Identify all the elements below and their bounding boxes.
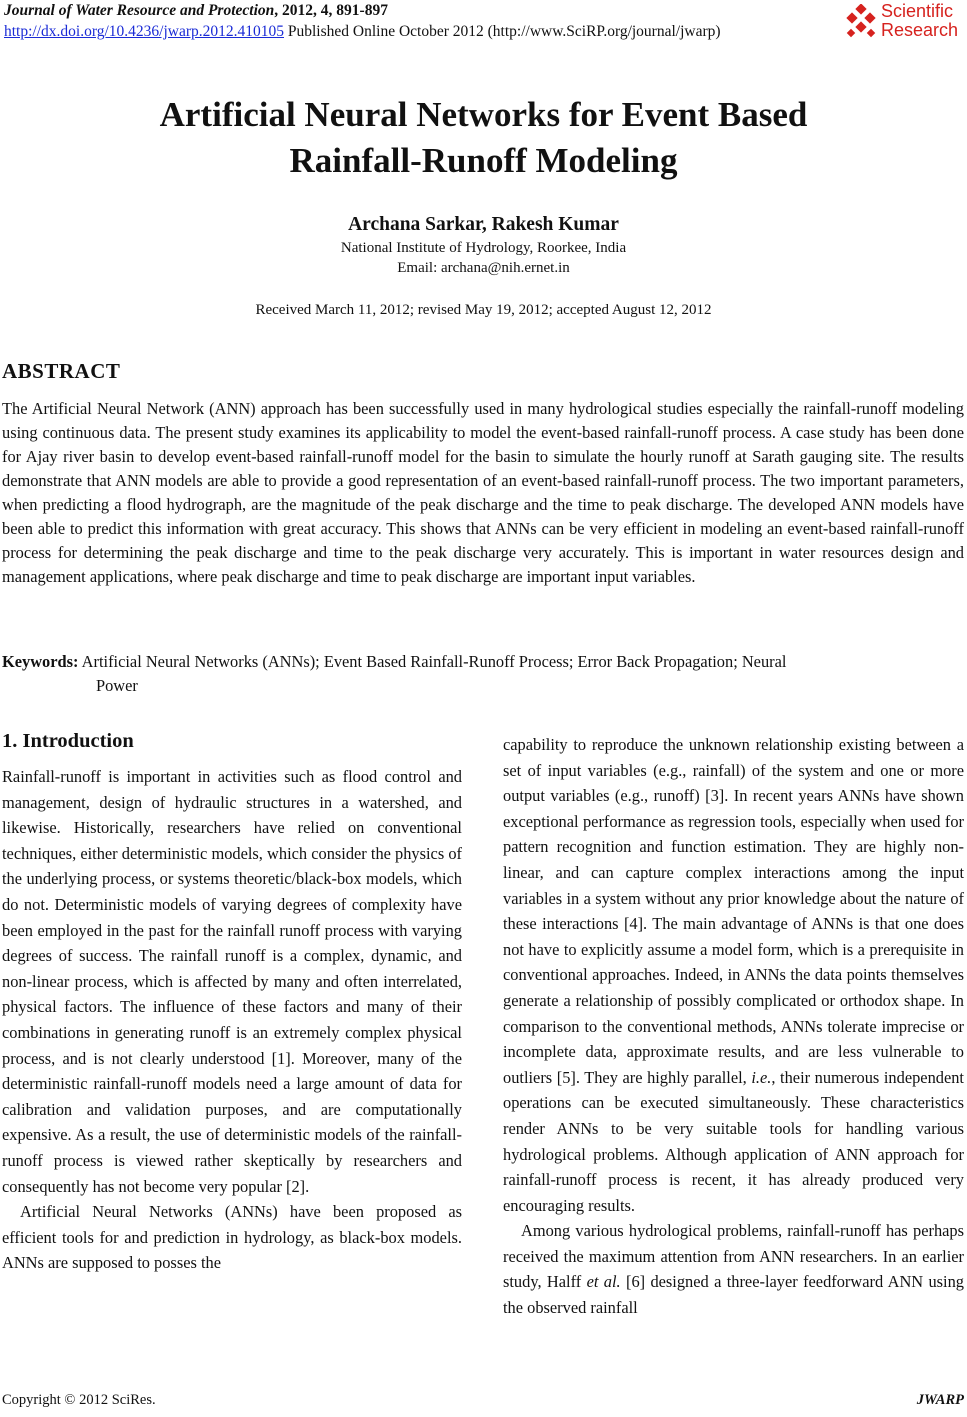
authors: Archana Sarkar, Rakesh Kumar (348, 214, 619, 235)
paragraph (503, 1218, 964, 1320)
title-line-2: Rainfall-Runoff Modeling (289, 141, 678, 180)
italic-et-al: et al. (586, 1272, 621, 1292)
author-email: Email: archana@nih.ernet.in (397, 260, 570, 276)
left-column (2, 764, 462, 1276)
section-heading-introduction: 1. Introduction (2, 730, 134, 752)
scientific-research-logo-icon (843, 4, 879, 40)
keywords-text-continued: Power (96, 676, 138, 695)
published-online-text: Published Online October 2012 (http://www.SciRP.org/journal/jwarp) (284, 23, 721, 40)
affiliation: National Institute of Hydrology, Roorkee, India (340, 240, 627, 256)
right-column (503, 732, 964, 1321)
paragraph: Artificial Neural Networks (ANNs) have been proposed as efficient tools for and prediction in hydrology, as black-box models. ANNs are supposed to posses the (2, 1202, 462, 1273)
journal-citation (4, 2, 388, 20)
logo-wordmark (881, 2, 958, 40)
page-header (4, 2, 963, 46)
paragraph (503, 732, 964, 1218)
abstract-body: The Artificial Neural Network (ANN) approach has been successfully used in many hydrological studies especially the rainfall-runoff modeling using continuous data. The present study examines its applicability to model the event-based rainfall-runoff process. A case study has been done for Ajay river basin to develop event-based rainfall-runoff model for the basin to simulate the hourly runoff at Sarath gauging site. The results demonstrate that ANN models are able to provide a good representation of an event-based rainfall-runoff process. The two important parameters, when predicting a flood hydrograph, are the magnitude of the peak discharge and the time to peak discharge. The developed ANN models have been able to predict this information with great accuracy. This shows that ANNs can be very efficient in modeling an event-based rainfall-runoff process for determining the peak discharge and time to the peak discharge very accurately. This is important in water resources design and management applications, where peak discharge and time to peak discharge are important input variables. (2, 399, 964, 586)
journal-name: Journal of Water Resource and Protection (4, 2, 275, 19)
text-run: , their numerous independent operations can be executed simultaneously. These characteristics render ANNs to be very suitable tools for handling various hydrological problems. Although application of ANN approach for rainfall-runoff process is recent, it has already produced very encouraging results. (503, 1067, 964, 1215)
abstract-heading: ABSTRACT (2, 359, 121, 383)
text-run: Among various hydrological problems, rainfall-runoff has perhaps received the maximum attention from ANN researchers. In an earlier study, Halff (503, 1221, 964, 1292)
publication-line (4, 23, 721, 41)
journal-volume-info: , 2012, 4, 891-897 (274, 2, 388, 19)
paragraph: Rainfall-runoff is important in activities such as flood control and management, design of hydraulic structures in a watershed, and likewise. Historically, researchers have relied on conventional techniques, either deterministic models, which consider the physics of the underlying process, or systems theoretic/black-box models, which do not. Deterministic models of varying degrees of complexity have been employed in the past for the rainfall runoff process with varying degrees of success. The rainfall runoff is a complex, dynamic, and non-linear process, which is affected by many and often interrelated, physical factors. The influence of these factors and many of their combinations in generating runoff is an extremely complex physical process, and is not clearly understood [1]. Moreover, many of the deterministic rainfall-runoff models need a large amount of data for calibration and validation purposes, and are computationally expensive. As a result, the use of deterministic models of the rainfall-runoff process is viewed rather skeptically by researchers and consequently has not become very popular [2]. (2, 767, 462, 1196)
text-run: capability to reproduce the unknown relationship existing between a set of input variables (e.g., rainfall) of the system and one or more output variables (e.g., runoff) [3]. In recent years ANNs have shown exceptional performance as regression tools, especially when used for pattern recognition and function estimation. They are highly non-linear, and can capture complex interactions among the input variables in a system without any prior knowledge about the nature of these interactions [4]. The main advantage of ANNs is that one does not have to explicitly assume a model form, which is a prerequisite in conventional approaches. Indeed, in ANNs the data points themselves generate a relationship of possibly complicated or orthodox shape. In comparison to the conventional methods, ANNs tolerate imprecise or incomplete data, approximate results, and are less vulnerable to outliers [5]. They are highly parallel, (503, 735, 964, 1087)
logo-line-2: Research (881, 20, 959, 40)
title-line-1: Artificial Neural Networks for Event Based (159, 95, 808, 134)
doi-link[interactable]: http://dx.doi.org/10.4236/jwarp.2012.410105 (4, 23, 284, 40)
paper-title (0, 92, 967, 184)
keywords (2, 650, 964, 695)
text-run: [6] designed a three-layer feedforward ANN using the observed rainfall (503, 1272, 964, 1318)
italic-ie: i.e. (751, 1067, 772, 1087)
received-dates: Received March 11, 2012; revised May 19, 2012; accepted August 12, 2012 (255, 302, 712, 318)
keywords-text: Artificial Neural Networks (ANNs); Event Based Rainfall-Runoff Process; Error Back Propagation; Neural (78, 652, 787, 671)
copyright-notice: Copyright © 2012 SciRes. (2, 1392, 156, 1408)
publisher-logo (843, 2, 963, 44)
keywords-label: Keywords: (2, 652, 79, 671)
journal-abbreviation: JWARP (916, 1392, 964, 1408)
logo-line-1: Scientific (881, 1, 954, 21)
